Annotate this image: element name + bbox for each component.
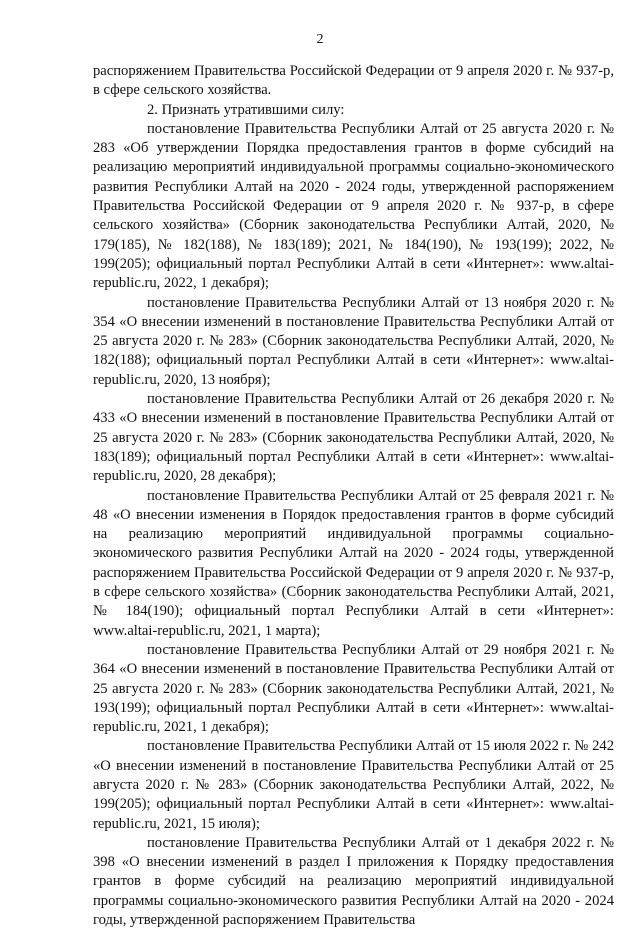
paragraph-continuation: распоряжением Правительства Российской Федерации от 9 апреля 2020 г. № 937-р, в сфере сельского хозяйства. [93, 63, 614, 99]
paragraph-resolution-398: постановление Правительства Республики Алтай от 1 декабря 2022 г. № 398 «О внесении изменений в раздел I приложения к Порядку предоставления грантов в форме субсидий на реализацию мероприятий индивидуальной программы социально-экономического развития Республики Алтай на 2020 - 2024 годы, утвержденной распоряжением Правительства [93, 834, 614, 929]
paragraph-resolution-364: постановление Правительства Республики Алтай от 29 ноября 2021 г. № 364 «О внесении изменений в постановление Правительства Республики Алтай от 25 августа 2020 г. № 283» (Сборник законодательства Республики Алтай, 2021, № 193(199); официальный портал Республики Алтай в сети «Интернет»: www.altai-republic.ru, 2021, 1 декабря); [93, 641, 614, 736]
paragraph-resolution-354: постановление Правительства Республики Алтай от 13 ноября 2020 г. № 354 «О внесении изменений в постановление Правительства Республики Алтай от 25 августа 2020 г. № 283» (Сборник законодательства Республики Алтай, 2020, № 182(188); официальный портал Республики Алтай в сети «Интернет»: www.altai-republic.ru, 2020, 13 ноября); [93, 294, 614, 388]
page-number: 2 [316, 32, 324, 47]
paragraph-item-2: 2. Признать утратившими силу: [147, 101, 345, 118]
paragraph-resolution-48: постановление Правительства Республики Алтай от 25 февраля 2021 г. № 48 «О внесении изменения в Порядок предоставления грантов в форме субсидий на реализацию мероприятий индивидуальной программы социально-экономического развития Республики Алтай на 2020 - 2024 годы, утвержденной распоряжением Правительства Российской Федерации от 9 апреля 2020 г. № 937-р, в сфере сельского хозяйства» (Сборник законодательства Республики Алтай, 2021, № 184(190); официальный портал Республики Алтай в сети «Интернет»: www.altai-republic.ru, 2021, 1 марта); [93, 487, 614, 639]
document-body [93, 62, 614, 930]
paragraph-resolution-283: постановление Правительства Республики Алтай от 25 августа 2020 г. № 283 «Об утверждении Порядка предоставления грантов в форме субсидий на реализацию мероприятий индивидуальной программы социально-экономического развития Республики Алтай на 2020 - 2024 годы, утвержденной распоряжением Правительства Российской Федерации от 9 апреля 2020 г. № 937-р, в сфере сельского хозяйства» (Сборник законодательства Республики Алтай, 2020, № 179(185), № 182(188), № 183(189); 2021, № 184(190), № 193(199); 2022, № 199(205); официальный портал Республики Алтай в сети «Интернет»: www.altai-republic.ru, 2022, 1 декабря); [93, 120, 614, 292]
paragraph-resolution-433: постановление Правительства Республики Алтай от 26 декабря 2020 г. № 433 «О внесении изменений в постановление Правительства Республики Алтай от 25 августа 2020 г. № 283» (Сборник законодательства Республики Алтай, 2020, № 183(189); официальный портал Республики Алтай в сети «Интернет»: www.altai-republic.ru, 2020, 28 декабря); [93, 391, 614, 485]
paragraph-resolution-242: постановление Правительства Республики Алтай от 15 июля 2022 г. № 242 «О внесении изменений в постановление Правительства Республики Алтай от 25 августа 2020 г. № 283» (Сборник законодательства Республики Алтай, 2022, № 199(205); официальный портал Республики Алтай в сети «Интернет»: www.altai-republic.ru, 2021, 15 июля); [93, 738, 614, 832]
